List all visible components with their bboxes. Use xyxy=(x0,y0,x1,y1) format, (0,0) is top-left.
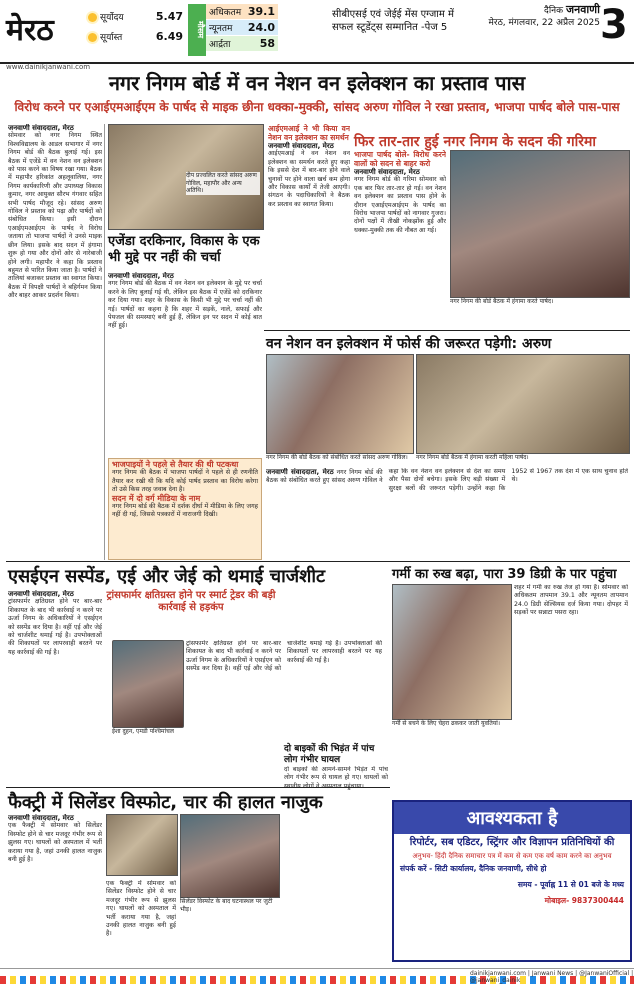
lead-body xyxy=(8,124,102,560)
section-rule xyxy=(6,561,630,562)
max-temp: 39.1 xyxy=(247,5,275,18)
strip-title-2: सदन में दो वर्ग मीडिया के नाम xyxy=(112,493,201,503)
humidity-label: आर्द्रता xyxy=(209,40,231,50)
h5-byline: जनवाणी संवाददाता, मेरठ xyxy=(8,814,74,822)
weather-tag: मौसम xyxy=(188,4,206,56)
h2-byline: जनवाणी संवाददाता, मेरठ xyxy=(266,468,334,476)
recruitment-ad[interactable] xyxy=(392,800,632,962)
mini-headline: दो बाइकों की भिड़ंत में पांच लोग गंभीर घायल xyxy=(284,744,375,765)
right-top-photo xyxy=(450,150,630,298)
h4-body xyxy=(514,584,628,790)
h5-photo-2 xyxy=(180,814,280,898)
brand-block xyxy=(480,4,600,29)
h2-caption-right: नगर निगम बोर्ड बैठक में हंगामा करती महिला पार्षद। xyxy=(416,454,529,461)
sunset-time: 6.49 xyxy=(155,29,183,43)
h3-body xyxy=(8,590,102,786)
brand-name: जनवाणी xyxy=(565,3,600,16)
h5-body xyxy=(8,814,102,964)
h3-headline: एसईएन सस्पेंड, एई और जेई को थमाई चार्जशीट xyxy=(8,566,326,587)
divider xyxy=(104,124,105,560)
sunset-label: सूर्यास्त xyxy=(100,32,123,43)
h5-text: एक फैक्ट्री में सोमवार को सिलेंडर विस्फोट होने से चार मजदूर गंभीर रूप से झुलस गए। घायलों को अस्पताल में भर्ती कराया गया है, जहां उनकी हालत नाजुक बनी हुई है। xyxy=(8,822,102,864)
humidity-value: 58 xyxy=(259,37,275,50)
city-name: मेरठ xyxy=(6,13,54,48)
sunrise-time: 5.47 xyxy=(155,9,183,23)
strip-text: नगर निगम की बैठक में भाजपा पार्षदों ने पहले से ही रणनीति तैयार कर रखी थी कि यदि कोई पार्षद प्रस्ताव का विरोध करेगा तो उसे किस तरह जवाब देना है। xyxy=(112,469,258,494)
h2-photo-left xyxy=(266,354,414,454)
page-teaser[interactable] xyxy=(332,8,462,34)
lead-byline: जनवाणी संवाददाता, मेरठ xyxy=(8,124,74,132)
site-url[interactable]: www.dainikjanwani.com xyxy=(6,63,91,71)
min-label: न्यूनतम xyxy=(209,24,233,34)
page-number: 3 xyxy=(600,2,628,48)
right-top-headline: फिर तार-तार हुई नगर निगम के सदन की गरिमा xyxy=(354,134,596,150)
h2-headline: वन नेशन वन इलेक्शन में फोर्स की जरूरत पड़ेगी: अरुण xyxy=(266,336,552,352)
lead-text: सोमवार को नगर निगम स्थित विश्वविद्यालय के आडल सभागार में नगर निगम बोर्ड की बैठक बुलाई गई। इस बैठक में एजेंडे में वन नेशन वन इलेक्शन को पास करने का विषय रखा गया। बैठक में महापौर हरिकांत अहलूवालिया, नगर निगम कार्यकारिणी और उपाध्यक्ष विकास कुमार, नगर आयुक्त सौरभ गंगवार सहित सभी पार्षद मौजूद रहे। सांसद अरुण गोविल ने प्रस्ताव को पढ़ा और पार्षदों को संबोधित किया। इसी दौरान एआईएमआईएम के पार्षद ने विरोध जताया तो भाजपा पार्षदों ने उनसे माइक छीन लिया। इसके बाद सदन में हंगामा शुरू हो गया और दोनों ओर से नारेबाजी होने लगी। महापौर ने कहा कि प्रस्ताव बहुमत से पारित किया जाता है। पार्षदों ने तालियां बजाकर प्रस्ताव का स्वागत किया। बैठक में विपक्षी पार्षदों ने बहिर्गमन किया और बाहर आकर प्रदर्शन किया। xyxy=(8,132,102,300)
h3-portrait xyxy=(112,640,184,728)
h2-caption-left: नगर निगम की बोर्ड बैठक को संबोधित करते सांसद अरुण गोविल। xyxy=(266,454,408,461)
h3-text: ट्रांसफार्मर क्षतिग्रस्त होने पर बार-बार शिकायत के बाद भी कार्रवाई न करने पर ऊर्जा निगम के अधिकारियों ने एसईएन को सस्पेंड कर दिया है। वहीं एई और जेई को चार्जशीट थमाई गई है। उपभोक्ताओं की शिकायतों पर लापरवाही बरतने पर यह कार्रवाई की गई है। xyxy=(8,598,102,656)
right-top-byline: जनवाणी संवाददाता, मेरठ xyxy=(354,168,420,176)
teaser-page: -पेज 5 xyxy=(421,22,448,33)
section-rule xyxy=(6,787,390,788)
max-label: अधिकतम xyxy=(209,8,242,18)
sun-timings xyxy=(88,6,183,54)
h5-caption: सिलेंडर विस्फोट के बाद घटनास्थल पर जुटी भीड़। xyxy=(180,898,273,913)
h2-text: नगर निगम बोर्ड की बैठक को संबोधित करते हुए सांसद अरुण गोविल ने कहा कि वन नेशन वन इलेक्शन से देश का समय और पैसा दोनों बचेगा। इसके लिए बड़ी संख्या में सुरक्षा बलों की जरूरत पड़ेगी। उन्होंने कहा कि 1952 से 1967 तक देश में एक साथ चुनाव होते थे। xyxy=(266,468,628,492)
sunset-icon xyxy=(88,33,97,42)
side-text: आईएमआई ने वन नेशन वन इलेक्शन का समर्थन करते हुए कहा कि इससे देश में बार-बार होने वाले चुनावों पर होने वाला खर्च कम होगा और विकास कार्यों में तेजी आएगी। संगठन के पदाधिकारियों ने बैठक कर प्रस्ताव का स्वागत किया। xyxy=(268,150,350,208)
side-kicker: आईएमआई ने भी किया वन नेशन वन इलेक्शन का समर्थन xyxy=(268,124,350,142)
strip-title: भाजपाइयों ने पहले से तैयार की थी पटकथा xyxy=(112,460,239,469)
lead-photo-caption: दीप प्रज्वलित करते सांसद अरुण गोविल, महापौर और अन्य अतिथि। xyxy=(186,172,260,195)
h4-headline: गर्मी का रुख बढ़ा, पारा 39 डिग्री के पार पहुंचा xyxy=(392,567,617,582)
social-links[interactable]: dainikjanwani.com | Janwani News | @JanwaniOfficial | @janwani_dainik xyxy=(470,970,634,984)
h5-body-2 xyxy=(106,880,176,964)
h3-portrait-caption: ईशा दुहन, एमडी पश्चिमांचल xyxy=(112,728,174,735)
h3-byline: जनवाणी संवाददाता, मेरठ xyxy=(8,590,74,598)
weather-box xyxy=(188,4,278,56)
h2-body xyxy=(266,468,628,560)
section-rule xyxy=(264,330,630,331)
ad-timing: समय - पूर्वाह्न 11 से 01 बजे के मध्य xyxy=(517,880,624,889)
side-story xyxy=(268,124,350,330)
h5-headline: फैक्ट्री में सिलेंडर विस्फोट, चार की हालत नाजुक xyxy=(8,792,323,813)
teaser-text: सीबीएसई एवं जेईई मेंस एग्जाम में सफल स्टूडेंट्स सम्मानित xyxy=(332,9,455,33)
mini-text: दो बाइकों की आमने-सामने भिड़ंत में पांच लोग गंभीर रूप से घायल हो गए। घायलों को xyxy=(284,766,388,782)
ad-text: अनुभव- हिंदी दैनिक समाचार पत्र में कम से कम एक वर्ष काम करने का अनुभव xyxy=(412,852,612,860)
strip-box xyxy=(108,458,262,560)
h4-photo xyxy=(392,584,512,720)
right-top-caption: नगर निगम की बोर्ड बैठक में हंगामा करते पार्षद। xyxy=(450,298,554,305)
sunrise-icon xyxy=(88,13,97,22)
h4-caption: गर्मी से बचने के लिए चेहरा ढककर जाती युवतियां। xyxy=(392,720,501,727)
ad-title: आवश्यकता है xyxy=(394,802,630,834)
ad-subtitle: रिपोर्टर, सब एडिटर, स्ट्रिंगर और विज्ञापन प्रतिनिधियों की xyxy=(409,837,615,848)
brand-prefix: दैनिक xyxy=(544,6,564,16)
h5-photo-1 xyxy=(106,814,178,876)
min-temp: 24.0 xyxy=(247,21,275,34)
side-byline: जनवाणी संवाददाता, मेरठ xyxy=(268,142,334,150)
h2-photo-right xyxy=(416,354,630,454)
h3-text-2: ट्रांसफार्मर क्षतिग्रस्त होने पर बार-बार शिकायत के बाद भी कार्रवाई न करने पर ऊर्जा निगम के अधिकारियों ने एसईएन को सस्पेंड कर दिया है। वहीं एई और जेई को चार्जशीट थमाई गई है। उपभोक्ताओं की शिकायतों पर लापरवाही बरतने पर यह कार्रवाई की गई है। xyxy=(186,640,382,673)
ad-contact: संपर्क करें - सिटी कार्यालय, दैनिक जनवाणी, सीधे हो xyxy=(400,864,547,873)
h4-text: शहर में गर्मी का रुख तेज हो गया है। सोमवार को अधिकतम तापमान 39.1 और न्यूनतम तापमान 24.0 डिग्री सेल्सियस दर्ज किया गया। दोपहर में सड़कों पर सन्नाटा पसरा रहा। xyxy=(514,584,628,617)
agenda-headline: एजेंडा दरकिनार, विकास के एक भी मुद्दे पर नहीं की चर्चा xyxy=(108,234,260,265)
right-top-body xyxy=(354,150,446,330)
agenda-body xyxy=(108,272,262,452)
lead-subhead: विरोध करने पर एआईएमआईएम के पार्षद से माइक छीना धक्का-मुक्की, सांसद अरुण गोविल ने रखा प्रस्ताव, भाजपा पार्षद बोले पास-पास xyxy=(14,100,620,114)
right-top-kicker: भाजपा पार्षद बोले- विरोध करने वालों को सदन से बाहर करो xyxy=(354,150,446,168)
right-top-text: नगर निगम बोर्ड की गरिमा सोमवार को एक बार फिर तार-तार हो गई। वन नेशन वन इलेक्शन का प्रस्ताव पास होने के दौरान एआईएमआईएम के पार्षद का विरोध भाजपा पार्षदों को नागवार गुजरा। दोनों पक्षों में तीखी नोकझोंक हुई और धक्का-मुक्की तक की नौबत आ गई। xyxy=(354,176,446,234)
dateline: मेरठ, मंगलवार, 22 अप्रैल 2025 xyxy=(488,18,600,28)
ad-mobile[interactable]: मोबाइल- 9837300444 xyxy=(544,896,624,905)
agenda-text: नगर निगम बोर्ड की बैठक में वन नेशन वन इलेक्शन के मुद्दे पर चर्चा करने के लिए बुलाई गई थी, लेकिन इस बैठक में एजेंडे को दरकिनार कर दिया गया। शहर के विकास के किसी भी मुद्दे पर चर्चा नहीं की गई। पार्षदों का कहना है कि शहर में सड़कें, नाले, सफाई और पेयजल की समस्याएं बनी हुई हैं, लेकिन इन पर सदन में कोई बात नहीं हुई। xyxy=(108,280,262,330)
agenda-byline: जनवाणी संवाददाता, मेरठ xyxy=(108,272,174,280)
h3-box: ट्रांसफार्मर क्षतिग्रस्त होने पर स्मार्ट ट्रेडर की बड़ी कार्रवाई से हड़कंप xyxy=(106,590,276,613)
mini-story xyxy=(284,744,388,946)
sunrise-label: सूर्योदय xyxy=(100,12,124,23)
lead-headline: नगर निगम बोर्ड में वन नेशन वन इलेक्शन का प्रस्ताव पास xyxy=(108,71,526,95)
strip-text-2: नगर निगम बोर्ड की बैठक में दर्शक दीर्घा में मीडिया के लिए जगह नहीं दी गई, जिससे पत्रकारों में नाराजगी दिखी। xyxy=(112,503,258,519)
h5-text-2: एक फैक्ट्री में सोमवार को सिलेंडर विस्फोट होने से चार मजदूर गंभीर रूप से झुलस गए। घायलों को अस्पताल में भर्ती कराया गया है, जहां उनकी हालत नाजुक बनी हुई है। xyxy=(106,880,176,938)
